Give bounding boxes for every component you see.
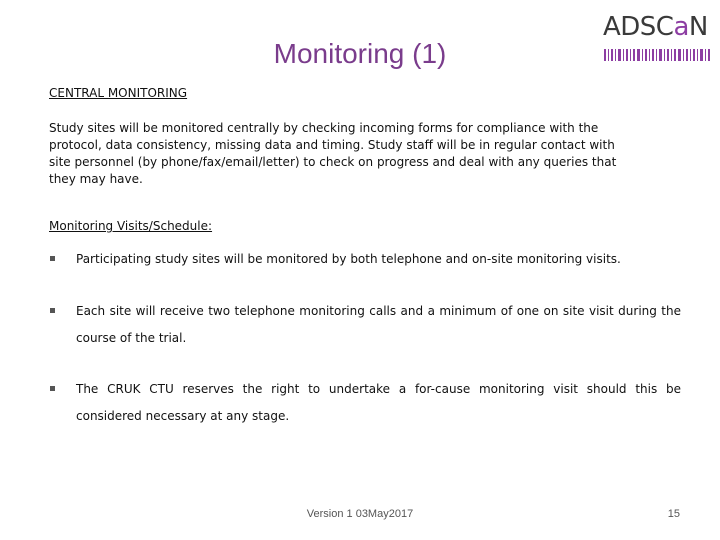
bullet-text: Participating study sites will be monitored by both telephone and on-site monitoring visits. bbox=[76, 252, 621, 266]
bullet-square-icon bbox=[50, 256, 55, 261]
list-item bbox=[49, 298, 681, 352]
bullet-text: The CRUK CTU reserves the right to undertake a for-cause monitoring visit should this be considered necessary at any stage. bbox=[76, 382, 681, 423]
logo-barcode-icon bbox=[604, 49, 710, 61]
bullet-text: Each site will receive two telephone monitoring calls and a minimum of one on site visit during the course of the trial. bbox=[76, 304, 681, 345]
page-number: 15 bbox=[667, 508, 680, 520]
slide-title: Monitoring (1) bbox=[273, 38, 447, 69]
bullet-square-icon bbox=[50, 386, 55, 391]
monitoring-bullet-list bbox=[49, 246, 681, 430]
list-item bbox=[49, 246, 681, 273]
logo-wordmark: ADSCaN bbox=[603, 12, 708, 42]
monitoring-visits-heading: Monitoring Visits/Schedule: bbox=[49, 219, 213, 233]
central-monitoring-heading: CENTRAL MONITORING bbox=[49, 86, 188, 100]
list-item bbox=[49, 376, 681, 430]
adscan-logo bbox=[603, 12, 711, 64]
bullet-square-icon bbox=[50, 308, 55, 313]
footer-version: Version 1 03May2017 bbox=[306, 508, 414, 520]
central-monitoring-paragraph: Study sites will be monitored centrally by checking incoming forms for compliance with the protocol, data consistency, missing data and timing. Study staff will be in regular contact with site personnel (by phone/fax/email/letter) to check on progress and deal with any queries that they may have. bbox=[49, 121, 617, 186]
